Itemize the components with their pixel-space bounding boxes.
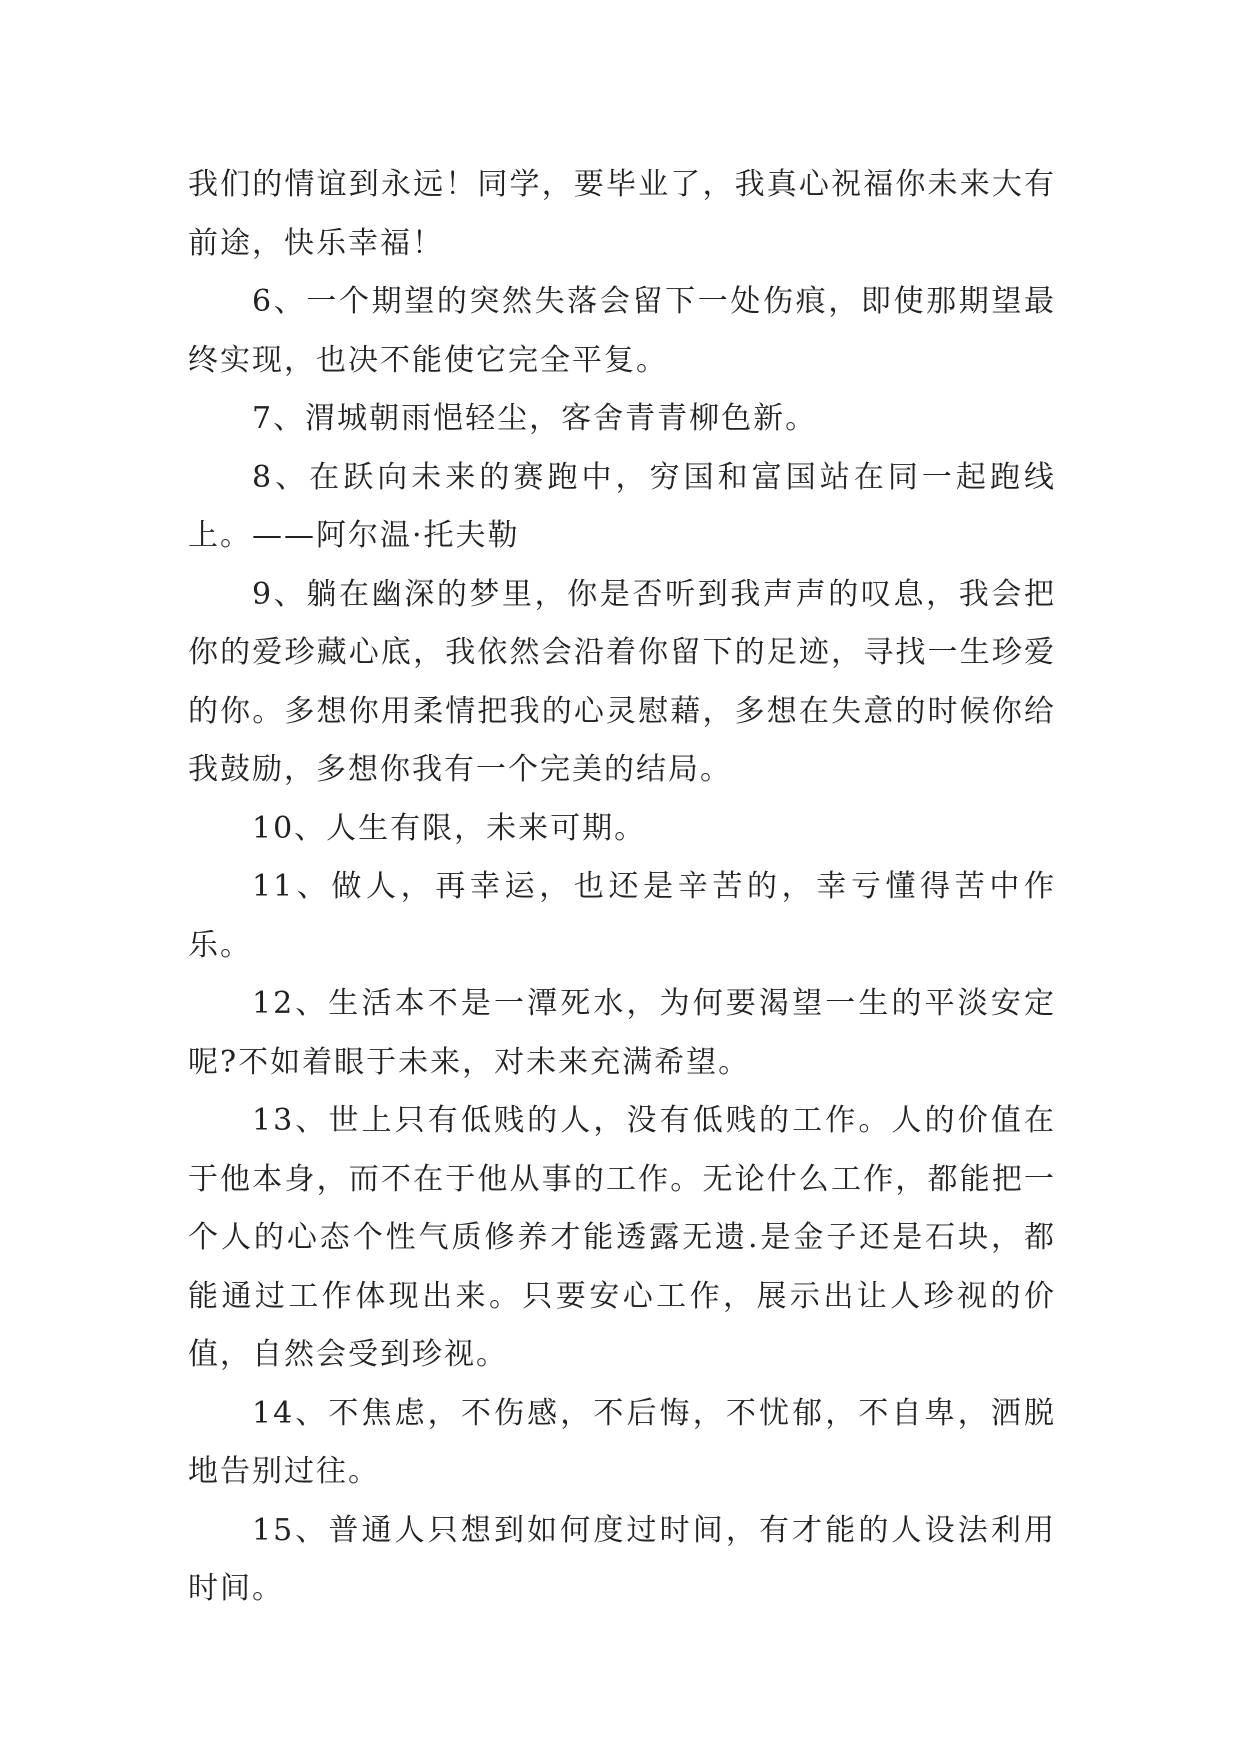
paragraph-item-6: 6、一个期望的突然失落会留下一处伤痕，即使那期望最终实现，也决不能使它完全平复。: [188, 284, 1056, 378]
paragraph-continuation: 我们的情谊到永远！同学，要毕业了，我真心祝福你未来大有前途，快乐幸福！: [188, 167, 1056, 261]
document-body: [188, 156, 1056, 1619]
paragraph-item-7: 7、渭城朝雨悒轻尘，客舍青青柳色新。: [252, 401, 818, 436]
paragraph-item-11: 11、做人，再幸运，也还是辛苦的，幸亏懂得苦中作乐。: [188, 869, 1056, 963]
paragraph-item-14: 14、不焦虑，不伤感，不后悔，不忧郁，不自卑，洒脱地告别过往。: [188, 1395, 1056, 1489]
paragraph-item-12: 12、生活本不是一潭死水，为何要渴望一生的平淡安定呢?不如着眼于未来，对未来充满希望。: [188, 986, 1056, 1080]
paragraph-item-13: 13、世上只有低贱的人，没有低贱的工作。人的价值在于他本身，而不在于他从事的工作。无论什么工作，都能把一个人的心态个性气质修养才能透露无遗.是金子还是石块，都能通过工作体现出来。只要安心工作，展示出让人珍视的价值，自然会受到珍视。: [188, 1103, 1056, 1372]
paragraph-item-10: 10、人生有限，未来可期。: [252, 810, 647, 846]
paragraph-item-8: 8、在跃向未来的赛跑中，穷国和富国站在同一起跑线上。——阿尔温·托夫勒: [188, 459, 1056, 553]
paragraph-item-15: 15、普通人只想到如何度过时间，有才能的人设法利用时间。: [188, 1512, 1056, 1606]
paragraph-item-9: 9、躺在幽深的梦里，你是否听到我声声的叹息，我会把你的爱珍藏心底，我依然会沿着你留下的足迹，寻找一生珍爱的你。多想你用柔情把我的心灵慰藉，多想在失意的时候你给我鼓励，多想你我有一个完美的结局。: [188, 576, 1056, 787]
